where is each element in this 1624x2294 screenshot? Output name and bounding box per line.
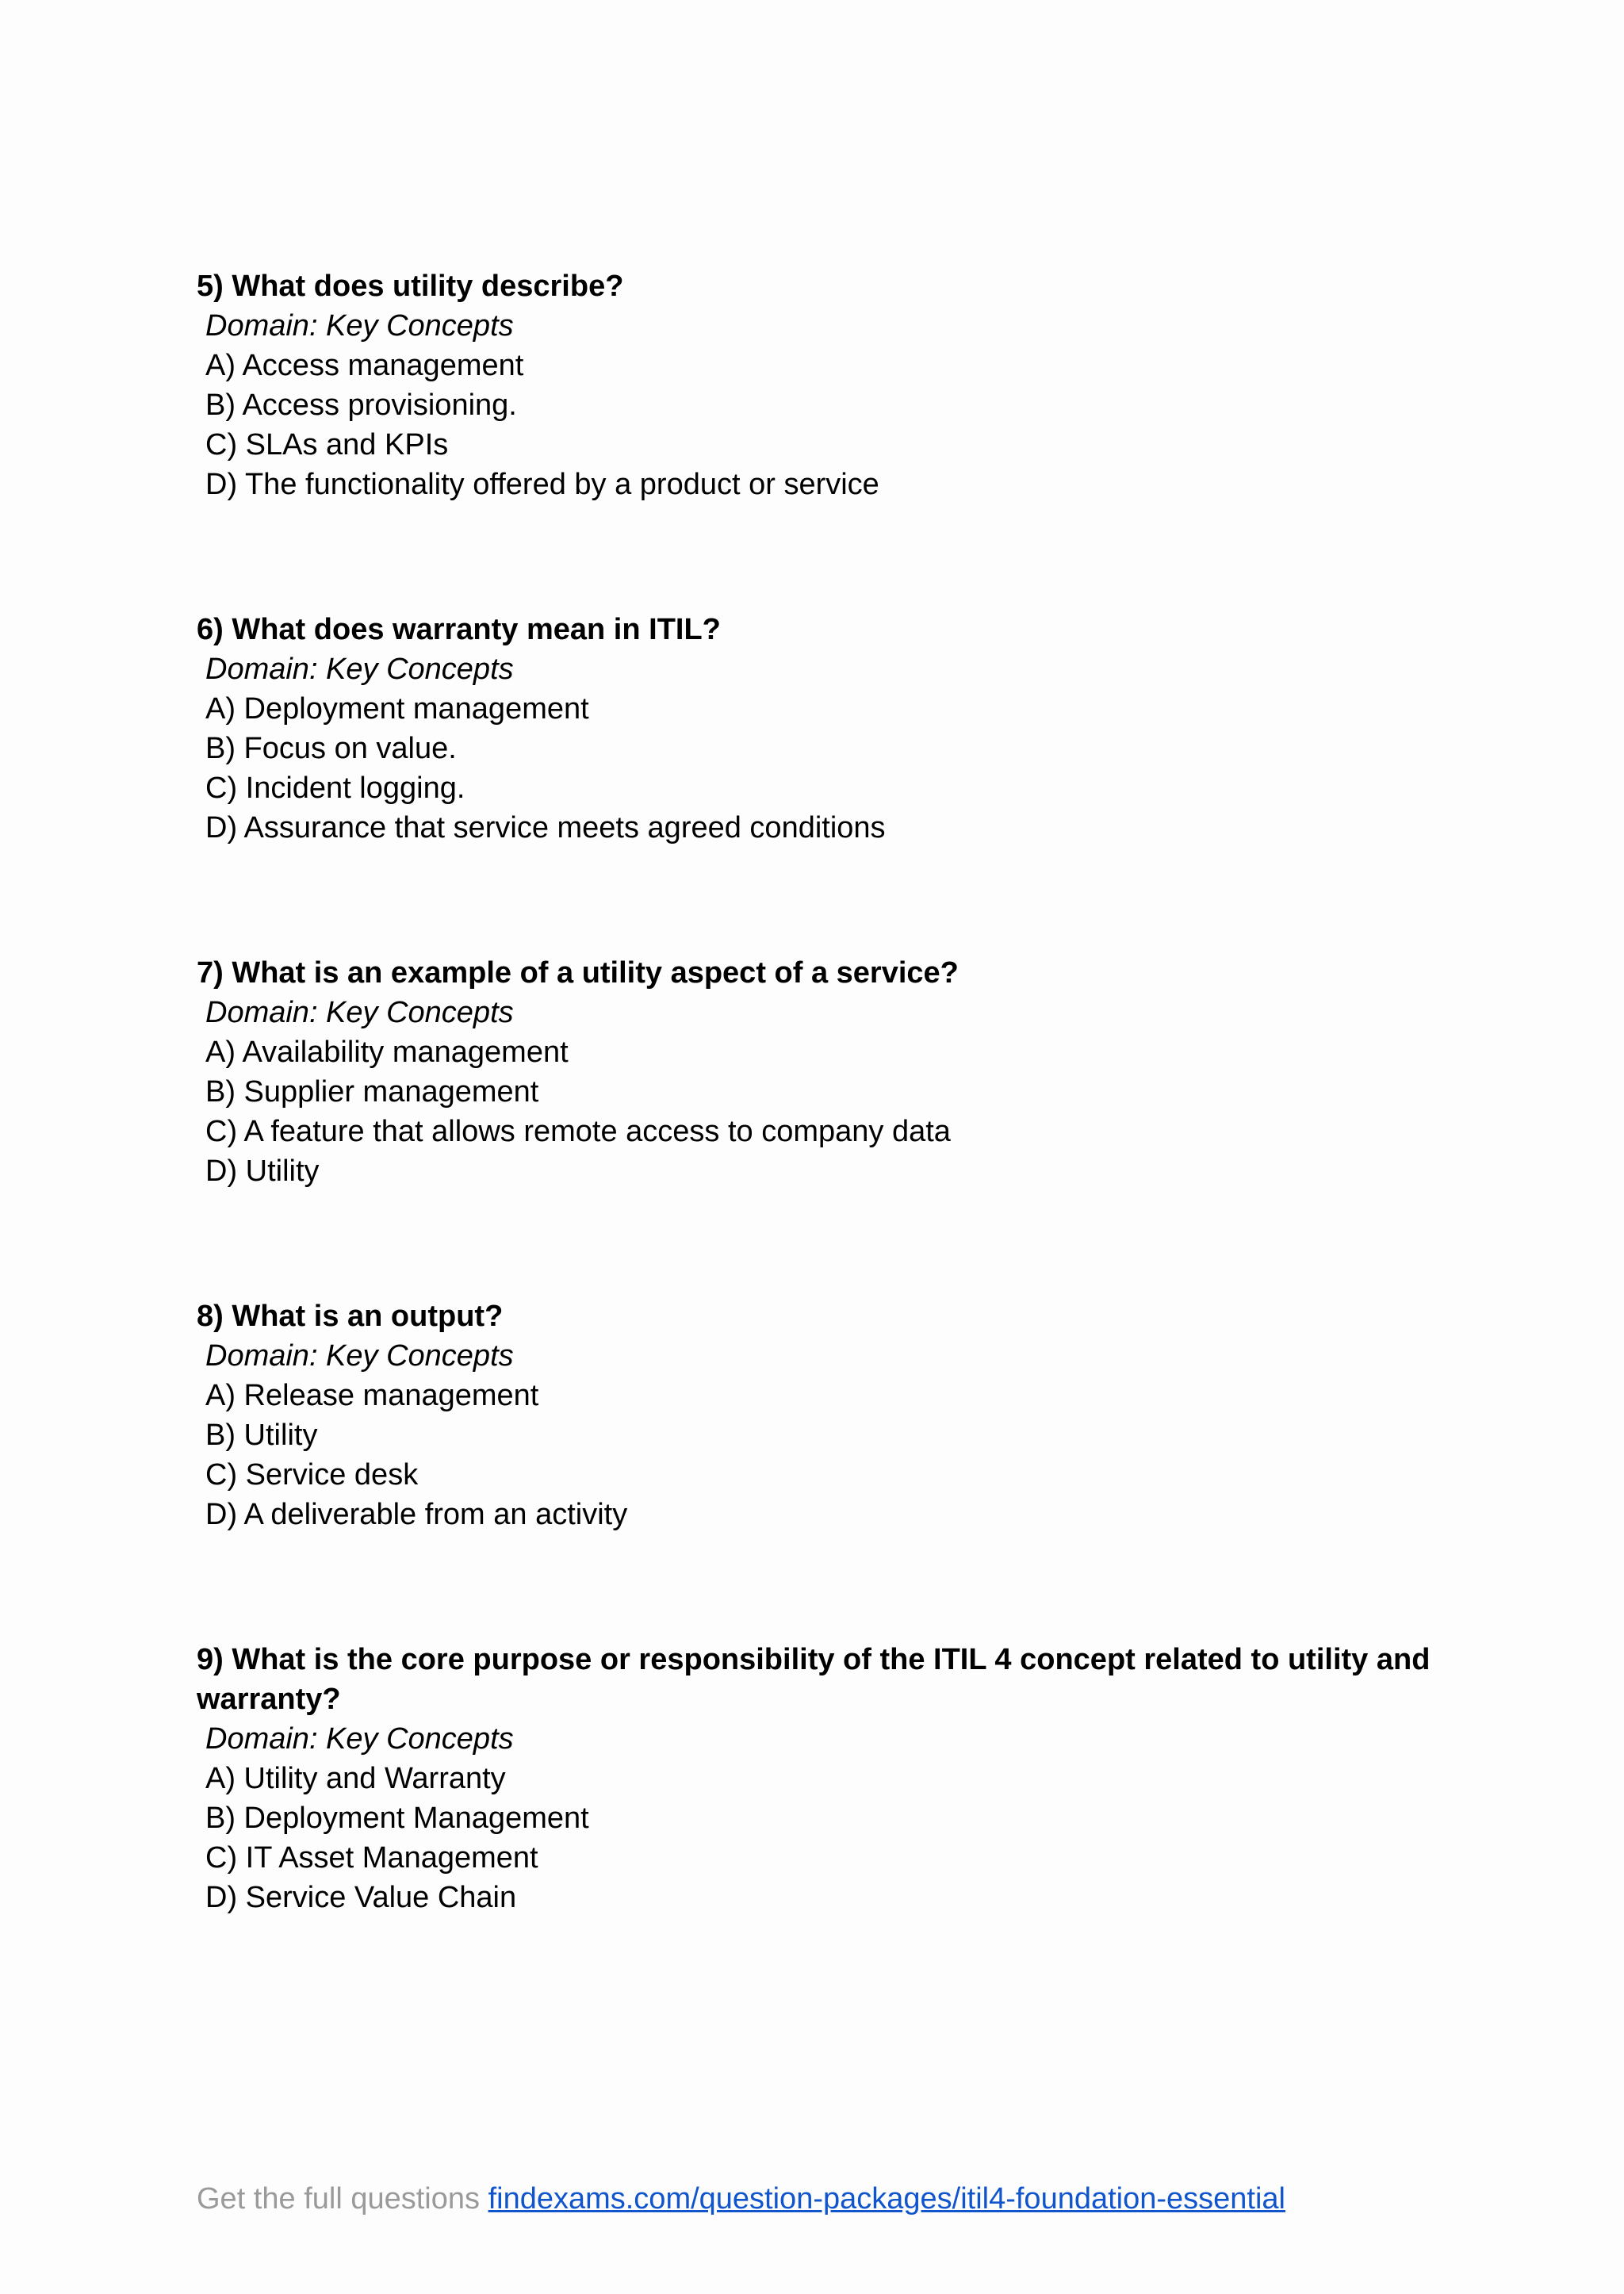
answer-option-c: C) A feature that allows remote access to company data: [205, 1115, 951, 1148]
question-domain: Domain: Key Concepts: [205, 309, 514, 343]
answer-option-b: B) Supplier management: [205, 1075, 539, 1109]
question-domain: Domain: Key Concepts: [205, 653, 514, 686]
answer-option-a: A) Deployment management: [205, 692, 589, 726]
answer-options: [197, 346, 1465, 504]
question-domain: Domain: Key Concepts: [205, 1339, 514, 1373]
answer-option-d: D) The functionality offered by a product or service: [205, 468, 879, 501]
question-title: 9) What is the core purpose or responsibility of the ITIL 4 concept related to utility and warranty?: [197, 1643, 1431, 1716]
footer: [197, 2179, 1285, 2219]
footer-link[interactable]: findexams.com/question-packages/itil4-foundation-essential: [488, 2182, 1286, 2215]
question-title: 7) What is an example of a utility aspect of a service?: [197, 956, 959, 990]
answer-option-d: D) Service Value Chain: [205, 1881, 517, 1914]
answer-options: [197, 1759, 1465, 1917]
answer-option-c: C) Service desk: [205, 1458, 419, 1492]
answer-option-a: A) Access management: [205, 349, 524, 382]
answer-option-d: D) Assurance that service meets agreed conditions: [205, 811, 886, 844]
answer-option-a: A) Utility and Warranty: [205, 1762, 506, 1795]
answer-option-d: D) A deliverable from an activity: [205, 1498, 628, 1531]
answer-option-a: A) Availability management: [205, 1036, 569, 1069]
question-block-6: [197, 610, 1465, 848]
answer-option-c: C) Incident logging.: [205, 772, 465, 805]
question-block-5: [197, 266, 1465, 504]
answer-option-b: B) Access provisioning.: [205, 389, 517, 422]
answer-option-a: A) Release management: [205, 1379, 539, 1412]
answer-option-c: C) SLAs and KPIs: [205, 428, 449, 461]
question-block-8: [197, 1296, 1465, 1534]
answer-option-b: B) Deployment Management: [205, 1802, 589, 1835]
question-title: 6) What does warranty mean in ITIL?: [197, 613, 721, 646]
answer-options: [197, 1032, 1465, 1191]
answer-option-b: B) Utility: [205, 1419, 318, 1452]
answer-option-b: B) Focus on value.: [205, 732, 457, 765]
answer-option-c: C) IT Asset Management: [205, 1841, 538, 1875]
answer-options: [197, 1376, 1465, 1534]
question-block-7: [197, 953, 1465, 1191]
question-title: 8) What is an output?: [197, 1300, 504, 1333]
question-block-9: [197, 1640, 1465, 1917]
question-domain: Domain: Key Concepts: [205, 996, 514, 1029]
answer-options: [197, 689, 1465, 848]
question-title: 5) What does utility describe?: [197, 270, 624, 303]
answer-option-d: D) Utility: [205, 1155, 320, 1188]
footer-text: Get the full questions: [197, 2182, 488, 2215]
question-domain: Domain: Key Concepts: [205, 1722, 514, 1756]
